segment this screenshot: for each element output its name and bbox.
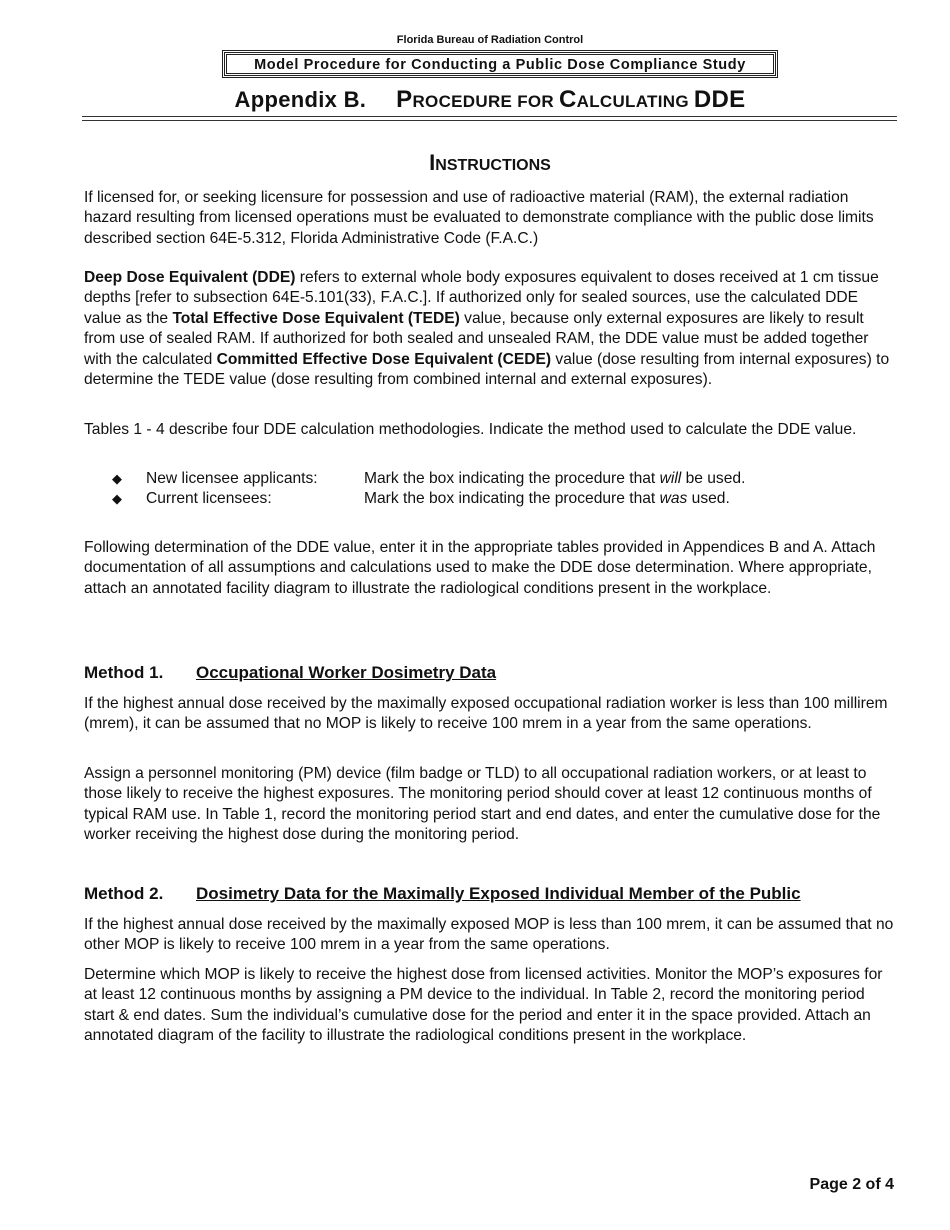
- following-paragraph: Following determination of the DDE value, enter it in the appropriate tables provided in Appendices B and A. Attach documentation of all assumptions and calculations used to make the DDE dose determination. Where appropriate, attach an annotated facility diagram to illustrate the radiological conditions present in the workplace.: [84, 539, 876, 597]
- dde-definition-paragraph: Deep Dose Equivalent (DDE) refers to external whole body exposures equivalent to doses received at 1 cm tissue depths [refer to subsection 64E-5.101(33), F.A.C.]. If authorized only for sealed sources, use the calculated DDE value as the Total Effective Dose Equivalent (TEDE) value, because only external exposures are likely to result from use of sealed RAM. If authorized for both sealed and unsealed RAM, the DDE value must be added together with the calculated Committed Effective Dose Equivalent (CEDE) value (dose resulting from internal exposures) to determine the TEDE value (dose resulting from combined internal and external exposures).: [84, 269, 890, 389]
- method-1-paragraph-2: Assign a personnel monitoring (PM) device (film badge or TLD) to all occupational radiation workers, or at least to those likely to receive the highest exposures. The monitoring period should cover at least 12 continuous months of typical RAM use. In Table 1, record the monitoring period start and end dates, and enter the cumulative dose for the worker receiving the highest dose during the monitoring period.: [84, 765, 881, 844]
- method-2-paragraph-1: If the highest annual dose received by the maximally exposed MOP is less than 100 mrem, it can be assumed that no other MOP is likely to receive 100 mrem in a year from the same operations.: [84, 916, 894, 954]
- intro-paragraph: If licensed for, or seeking licensure for possession and use of radioactive material (RAM), the external radiation hazard resulting from licensed operations must be evaluated to demonstrate compliance with the public dose limits described section 64E-5.312, Florida Administrative Code (F.A.C.): [84, 189, 874, 247]
- appendix-heading: [0, 86, 950, 114]
- method-2-heading: Method 2. Dosimetry Data for the Maximally Exposed Individual Member of the Public: [84, 884, 801, 903]
- appendix-label: Appendix B.: [234, 87, 367, 112]
- document-title-box: Model Procedure for Conducting a Public Dose Compliance Study: [224, 52, 776, 76]
- instructions-heading: INSTRUCTIONS: [429, 150, 551, 175]
- appendix-title: PROCEDURE FOR CALCULATING DDE: [396, 86, 746, 113]
- method-2-paragraph-2: Determine which MOP is likely to receive the highest dose from licensed activities. Monitor the MOP’s exposures for at least 12 continuous months by assigning a PM device to the individual. In Table 2, record the monitoring period start & end dates. Sum the individual’s cumulative dose for the period and enter it in the space provided. Attach an annotated diagram of the facility to illustrate the radiological conditions present in the workplace.: [84, 966, 883, 1045]
- tables-paragraph: Tables 1 - 4 describe four DDE calculation methodologies. Indicate the method used to calculate the DDE value.: [84, 421, 857, 438]
- page-number: Page 2 of 4: [809, 1176, 894, 1193]
- bullet-current-licensee: ◆ Current licensees: Mark the box indicating the procedure that was used.: [112, 490, 730, 507]
- bullet-new-licensee: ◆ New licensee applicants: Mark the box indicating the procedure that will be used.: [112, 470, 746, 487]
- header-double-rule: [82, 116, 897, 121]
- diamond-bullet-icon: ◆: [112, 471, 122, 486]
- method-1-paragraph-1: If the highest annual dose received by the maximally exposed occupational radiation worker is less than 100 millirem (mrem), it can be assumed that no MOP is likely to receive 100 mrem in a year from the same operations.: [84, 695, 888, 733]
- method-1-heading: Method 1. Occupational Worker Dosimetry Data: [84, 663, 497, 682]
- agency-name: Florida Bureau of Radiation Control: [396, 34, 584, 46]
- diamond-bullet-icon: ◆: [112, 491, 122, 506]
